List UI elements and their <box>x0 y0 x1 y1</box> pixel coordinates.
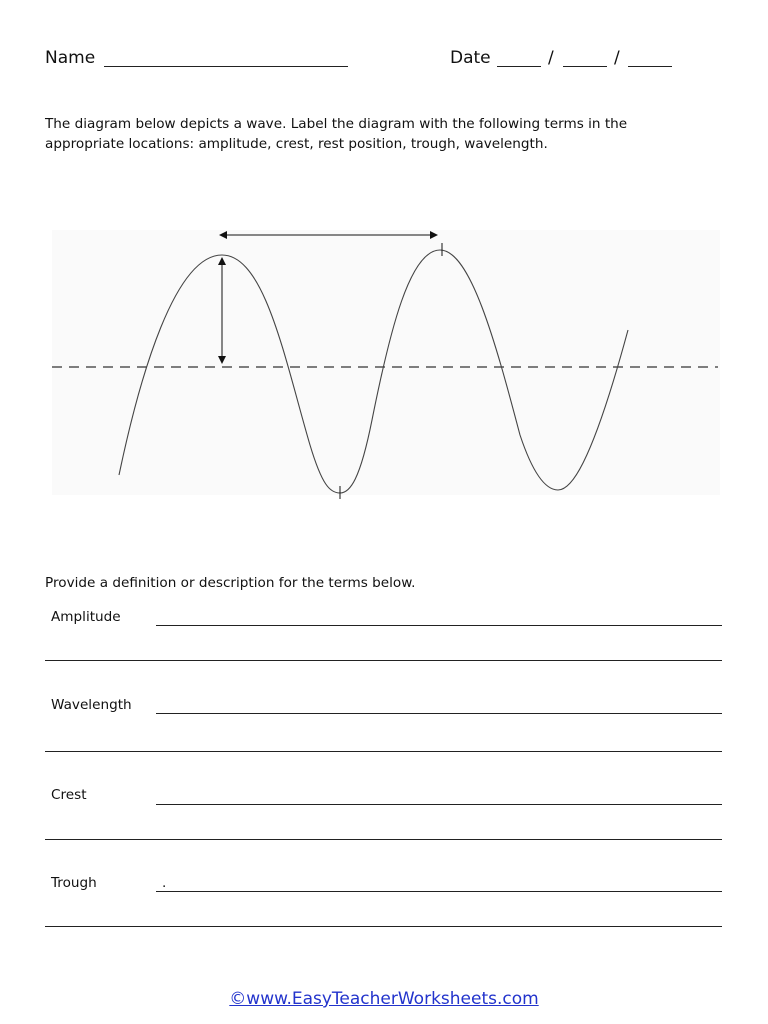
term-trough: Trough <box>51 875 97 891</box>
trough-answer-line[interactable] <box>156 891 722 892</box>
date-separator: / <box>548 48 554 68</box>
amplitude-answer-line-2[interactable] <box>45 660 722 661</box>
term-amplitude: Amplitude <box>51 609 121 625</box>
wave-diagram <box>0 210 768 510</box>
name-field-line[interactable] <box>104 66 348 67</box>
wavelength-answer-line[interactable] <box>156 713 722 714</box>
date-separator: / <box>614 48 620 68</box>
diagram-background <box>52 230 720 495</box>
instructions-text: The diagram below depicts a wave. Label the diagram with the following terms in the appropriate locations: amplitude, crest, rest position, trough, wavelength. <box>45 116 628 152</box>
footer-link[interactable]: ©www.EasyTeacherWorksheets.com <box>229 989 539 1009</box>
name-label: Name <box>45 48 96 68</box>
amplitude-answer-line[interactable] <box>156 625 722 626</box>
term-crest: Crest <box>51 787 87 803</box>
definitions-heading: Provide a definition or description for the terms below. <box>45 575 416 591</box>
trough-answer-line-2[interactable] <box>45 926 722 927</box>
date-day-line[interactable] <box>563 66 607 67</box>
date-label: Date <box>450 48 491 68</box>
wavelength-answer-line-2[interactable] <box>45 751 722 752</box>
term-wavelength: Wavelength <box>51 697 132 713</box>
date-year-line[interactable] <box>628 66 672 67</box>
date-month-line[interactable] <box>497 66 541 67</box>
crest-answer-line[interactable] <box>156 804 722 805</box>
crest-answer-line-2[interactable] <box>45 839 722 840</box>
trough-mark: . <box>162 875 167 891</box>
